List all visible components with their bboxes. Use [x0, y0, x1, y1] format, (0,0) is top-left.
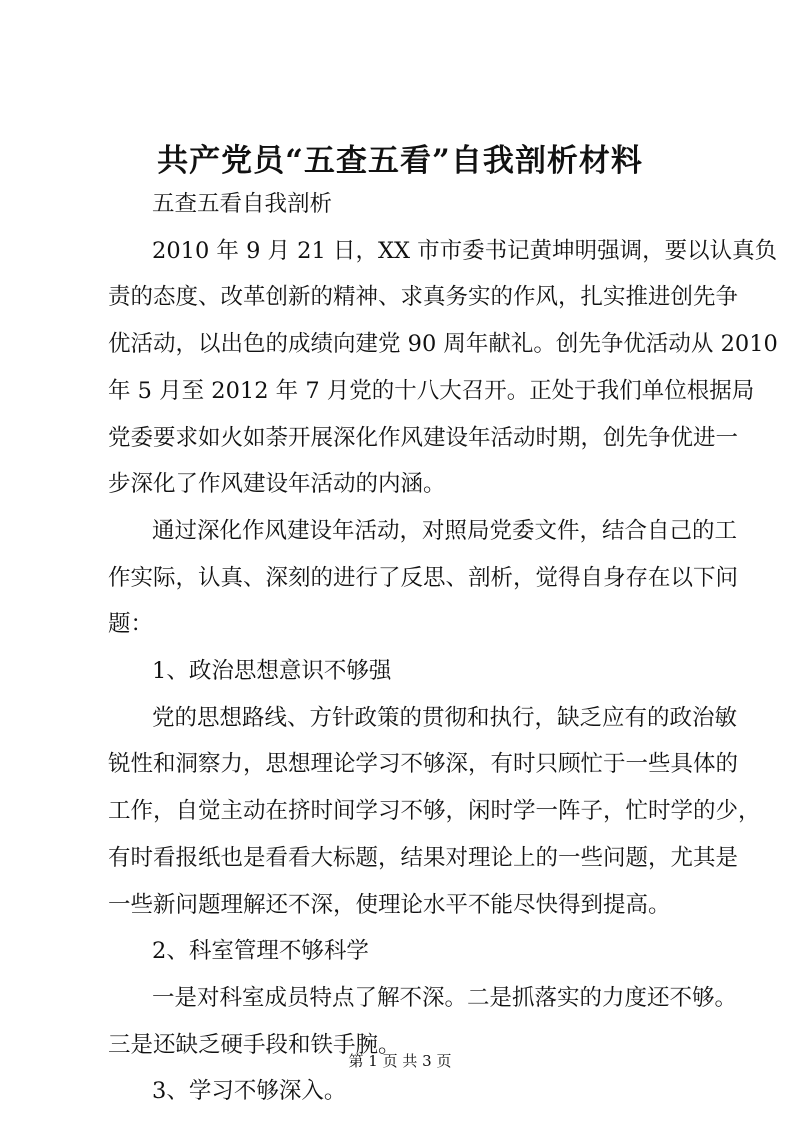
paragraph-line: 有时看报纸也是看看大标题，结果对理论上的一些问题，尤其是 [108, 844, 739, 871]
paragraph-line: 1、政治思想意识不够强 [152, 658, 392, 685]
paragraph-line: 责的态度、改革创新的精神、求真务实的作风，扎实推进创先争 [108, 284, 739, 311]
paragraph-line: 优活动，以出色的成绩向建党 90 周年献礼。创先争优活动从 2010 [108, 331, 778, 358]
paragraph-line: 2010 年 9 月 21 日，XX 市市委书记黄坤明强调，要以认真负 [152, 237, 778, 264]
paragraph-line: 2、科室管理不够科学 [152, 938, 369, 965]
paragraph-line: 锐性和洞察力，思想理论学习不够深，有时只顾忙于一些具体的 [108, 751, 739, 778]
paragraph-line: 党委要求如火如荼开展深化作风建设年活动时期，创先争优进一 [108, 424, 739, 451]
paragraph-line: 通过深化作风建设年活动，对照局党委文件，结合自己的工 [152, 517, 738, 544]
paragraph [108, 181, 708, 228]
paragraph-line: 工作，自觉主动在挤时间学习不够，闲时学一阵子，忙时学的少， [108, 798, 761, 825]
paragraph-line: 三是还缺乏硬手段和铁手腕。 [108, 1031, 401, 1058]
paragraph-line: 3、学习不够深入。 [152, 1078, 347, 1105]
paragraph-line: 党的思想路线、方针政策的贯彻和执行，缺乏应有的政治敏 [152, 704, 738, 731]
paragraph-line: 题： [108, 611, 154, 638]
paragraph-line: 步深化了作风建设年活动的内涵。 [108, 471, 446, 498]
paragraph-line: 年 5 月至 2012 年 7 月党的十八大召开。正处于我们单位根据局 [108, 377, 755, 404]
paragraph [108, 648, 708, 695]
paragraph [108, 928, 708, 975]
paragraph [108, 228, 778, 508]
paragraph-line: 作实际，认真、深刻的进行了反思、剖析，觉得自身存在以下问 [108, 564, 739, 591]
document-body [108, 181, 778, 1115]
paragraph-line: 一是对科室成员特点了解不深。二是抓落实的力度还不够。 [152, 984, 738, 1011]
paragraph [108, 508, 739, 648]
paragraph [108, 695, 761, 929]
page-indicator: 第 1 页 共 3 页 [348, 1052, 452, 1070]
paragraph [108, 1068, 708, 1115]
paragraph-line: 一些新问题理解还不深，使理论水平不能尽快得到提高。 [108, 891, 671, 918]
paragraph-line: 五查五看自我剖析 [152, 191, 333, 217]
document-title: 共产党员“五查五看”自我剖析材料 [157, 143, 643, 179]
